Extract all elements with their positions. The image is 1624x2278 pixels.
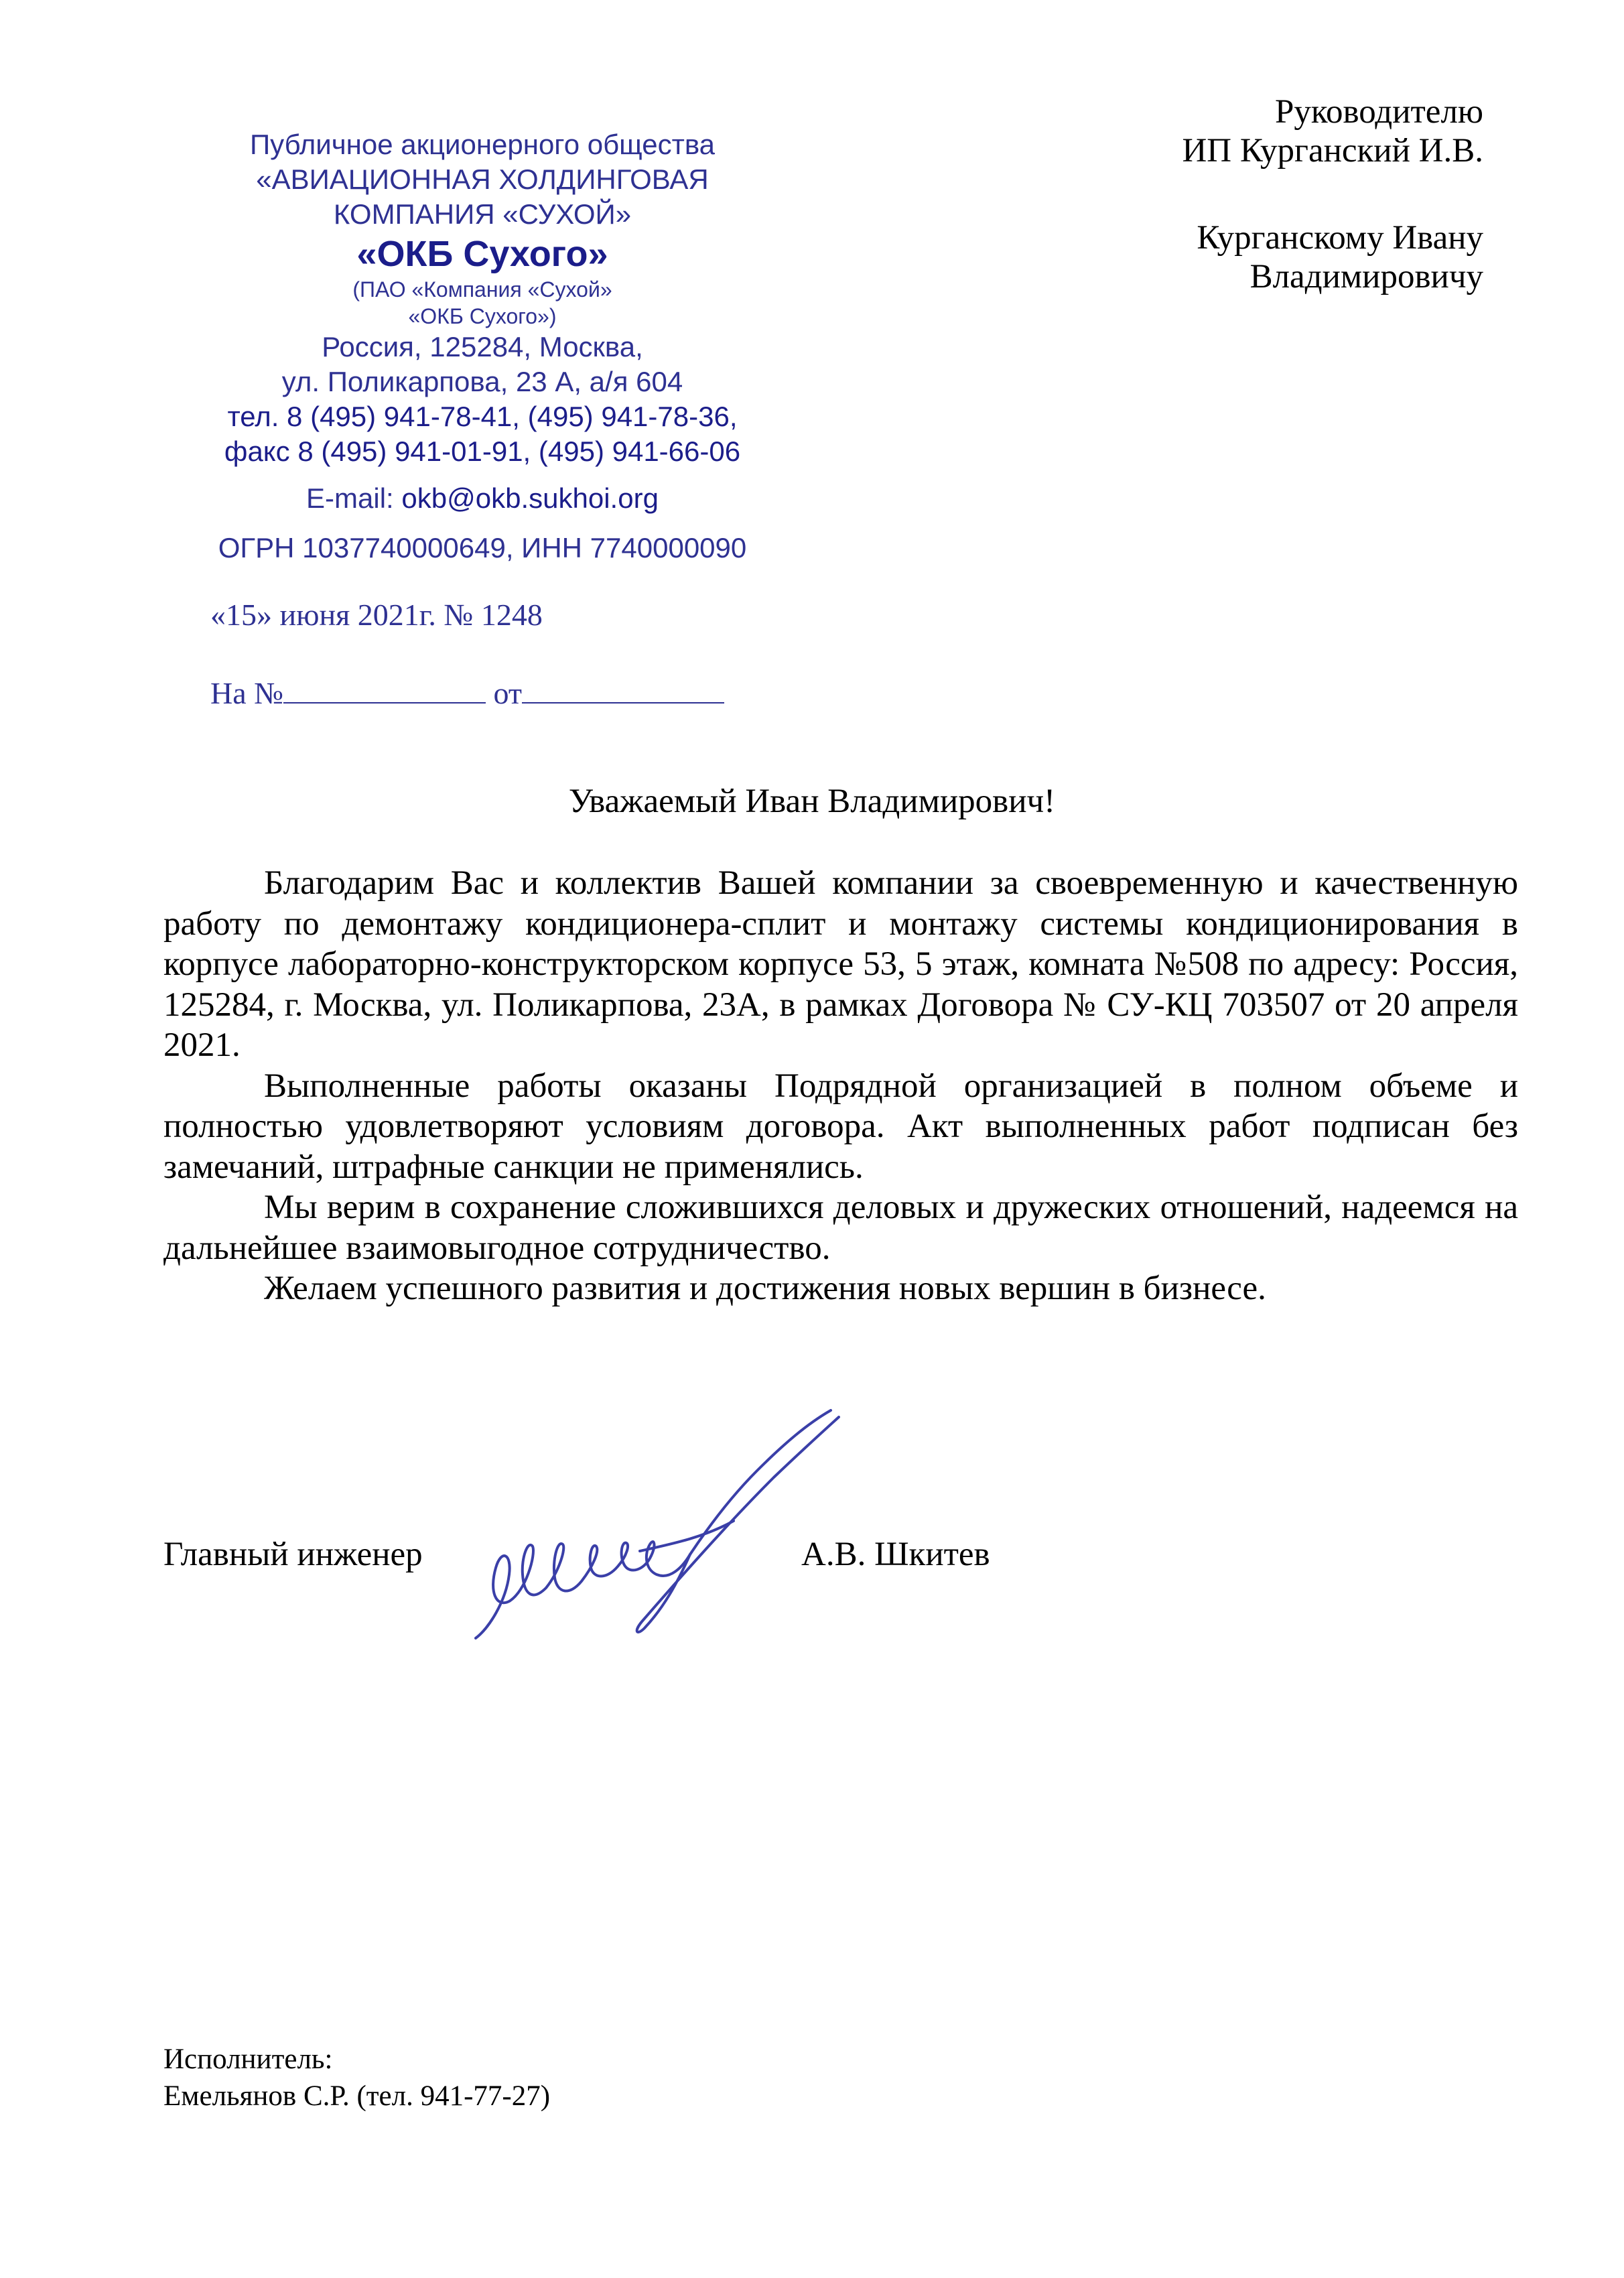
- company-registration: ОГРН 1037740000649, ИНН 7740000090: [218, 532, 747, 563]
- paragraph-1: Благодарим Вас и коллектив Вашей компании за своевременную и качественную работу по демонтажу кондиционера-сплит и монтажу системы кондиционирования в корпусе лабораторно-конструкторском корпусе 53, 5 этаж, комната №508 по адресу: Россия, 125284, г. Москва, ул. Поликарпова, 23А, в рамках Договора № СУ-КЦ 703507 от 20 апреля 2021.: [163, 864, 1518, 1064]
- reference-date-blank: [522, 671, 724, 704]
- paragraph-4: Желаем успешного развития и достижения новых вершин в бизнесе.: [264, 1270, 1266, 1307]
- executor-label: Исполнитель:: [163, 2044, 333, 2075]
- recipient-name-1: Курганскому Ивану: [1197, 219, 1483, 257]
- reference-prefix: На №: [210, 676, 284, 710]
- letterhead-line-3: КОМПАНИЯ «СУХОЙ»: [333, 198, 632, 230]
- recipient-name-2: Владимировичу: [1249, 258, 1483, 295]
- company-name: «ОКБ Сухого»: [356, 234, 608, 274]
- handwritten-signature: [469, 1407, 844, 1648]
- reference-line: [210, 671, 724, 712]
- company-fax: факс 8 (495) 941-01-91, (495) 941-66-06: [224, 436, 741, 467]
- company-phone: тел. 8 (495) 941-78-41, (495) 941-78-36,: [227, 401, 738, 432]
- executor-block: [163, 2041, 550, 2115]
- recipient-block: [1014, 92, 1483, 296]
- outgoing-date-number: «15» июня 2021г. № 1248: [210, 598, 543, 632]
- company-address-1: Россия, 125284, Москва,: [322, 331, 643, 362]
- signatory-title: Главный инженер: [163, 1536, 423, 1573]
- letterhead-line-2: «АВИАЦИОННАЯ ХОЛДИНГОВАЯ: [256, 163, 709, 195]
- signatory-name: А.В. Шкитев: [801, 1536, 990, 1573]
- email-address: okb@okb.sukhoi.org: [401, 482, 659, 514]
- company-short-name-2: «ОКБ Сухого»): [408, 304, 557, 328]
- recipient-org: ИП Курганский И.В.: [1182, 132, 1483, 170]
- paragraph-2: Выполненные работы оказаны Подрядной организацией в полном объеме и полностью удовлетворяют условиям договора. Акт выполненных работ подписан без замечаний, штрафные санкции не применялись.: [163, 1067, 1518, 1186]
- company-address-2: ул. Поликарпова, 23 А, а/я 604: [281, 366, 683, 397]
- email-label: E-mail:: [306, 482, 402, 514]
- reference-number-blank: [283, 671, 486, 704]
- recipient-position: Руководителю: [1274, 93, 1483, 131]
- salutation: Уважаемый Иван Владимирович!: [568, 783, 1056, 820]
- letter-body: [163, 863, 1518, 1309]
- company-email-line: [188, 481, 777, 516]
- company-short-name-1: (ПАО «Компания «Сухой»: [352, 277, 612, 302]
- reference-from: от: [486, 676, 523, 710]
- executor-contact: Емельянов С.Р. (тел. 941-77-27): [163, 2080, 551, 2112]
- paragraph-3: Мы верим в сохранение сложившихся деловых и дружеских отношений, надеемся на дальнейшее взаимовыгодное сотрудничество.: [163, 1189, 1518, 1267]
- letterhead-line-1: Публичное акционерного общества: [249, 129, 716, 160]
- letterhead: [188, 127, 777, 565]
